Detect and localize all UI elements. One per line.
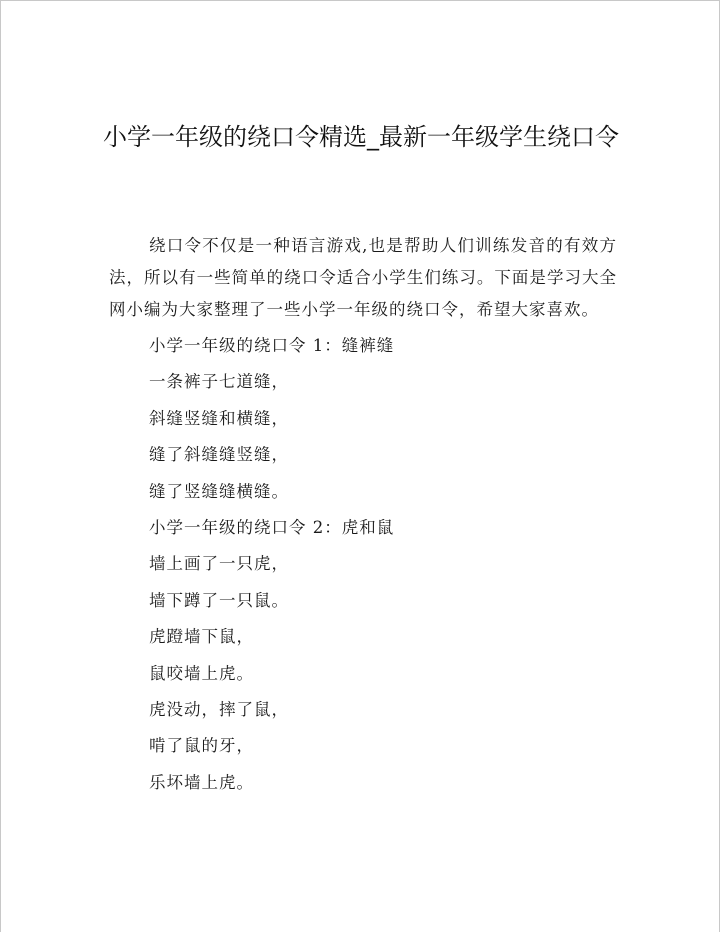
section-heading-1: 小学一年级的绕口令 1：缝裤缝 [149, 336, 395, 355]
verse-line: 墙下蹲了一只鼠。 [149, 590, 289, 610]
verse-line: 缝了竖缝缝横缝。 [149, 481, 289, 501]
verse-line: 啃了鼠的牙， [149, 736, 254, 756]
verse-line: 乐坏墙上虎。 [149, 772, 254, 792]
verse-line: 斜缝竖缝和横缝， [149, 408, 289, 428]
verse-line: 虎没动，摔了鼠， [149, 699, 289, 719]
verse-line: 墙上画了一只虎， [149, 554, 289, 574]
section-heading-2: 小学一年级的绕口令 2：虎和鼠 [149, 517, 395, 537]
verse-line: 缝了斜缝缝竖缝， [149, 445, 289, 465]
document-body [109, 230, 617, 803]
verse-line: 虎蹬墙下鼠， [149, 627, 254, 647]
verse-line: 鼠咬墙上虎。 [149, 663, 254, 683]
intro-paragraph: 绕口令不仅是一种语言游戏,也是帮助人们训练发音的有效方法，所以有一些简单的绕口令适合小学生们练习。下面是学习大全网小编为大家整理了一些小学一年级的绕口令，希望大家喜欢。 [109, 236, 617, 319]
document-title: 小学一年级的绕口令精选_最新一年级学生绕口令 [103, 123, 619, 151]
verse-line: 一条裤子七道缝， [149, 372, 289, 392]
